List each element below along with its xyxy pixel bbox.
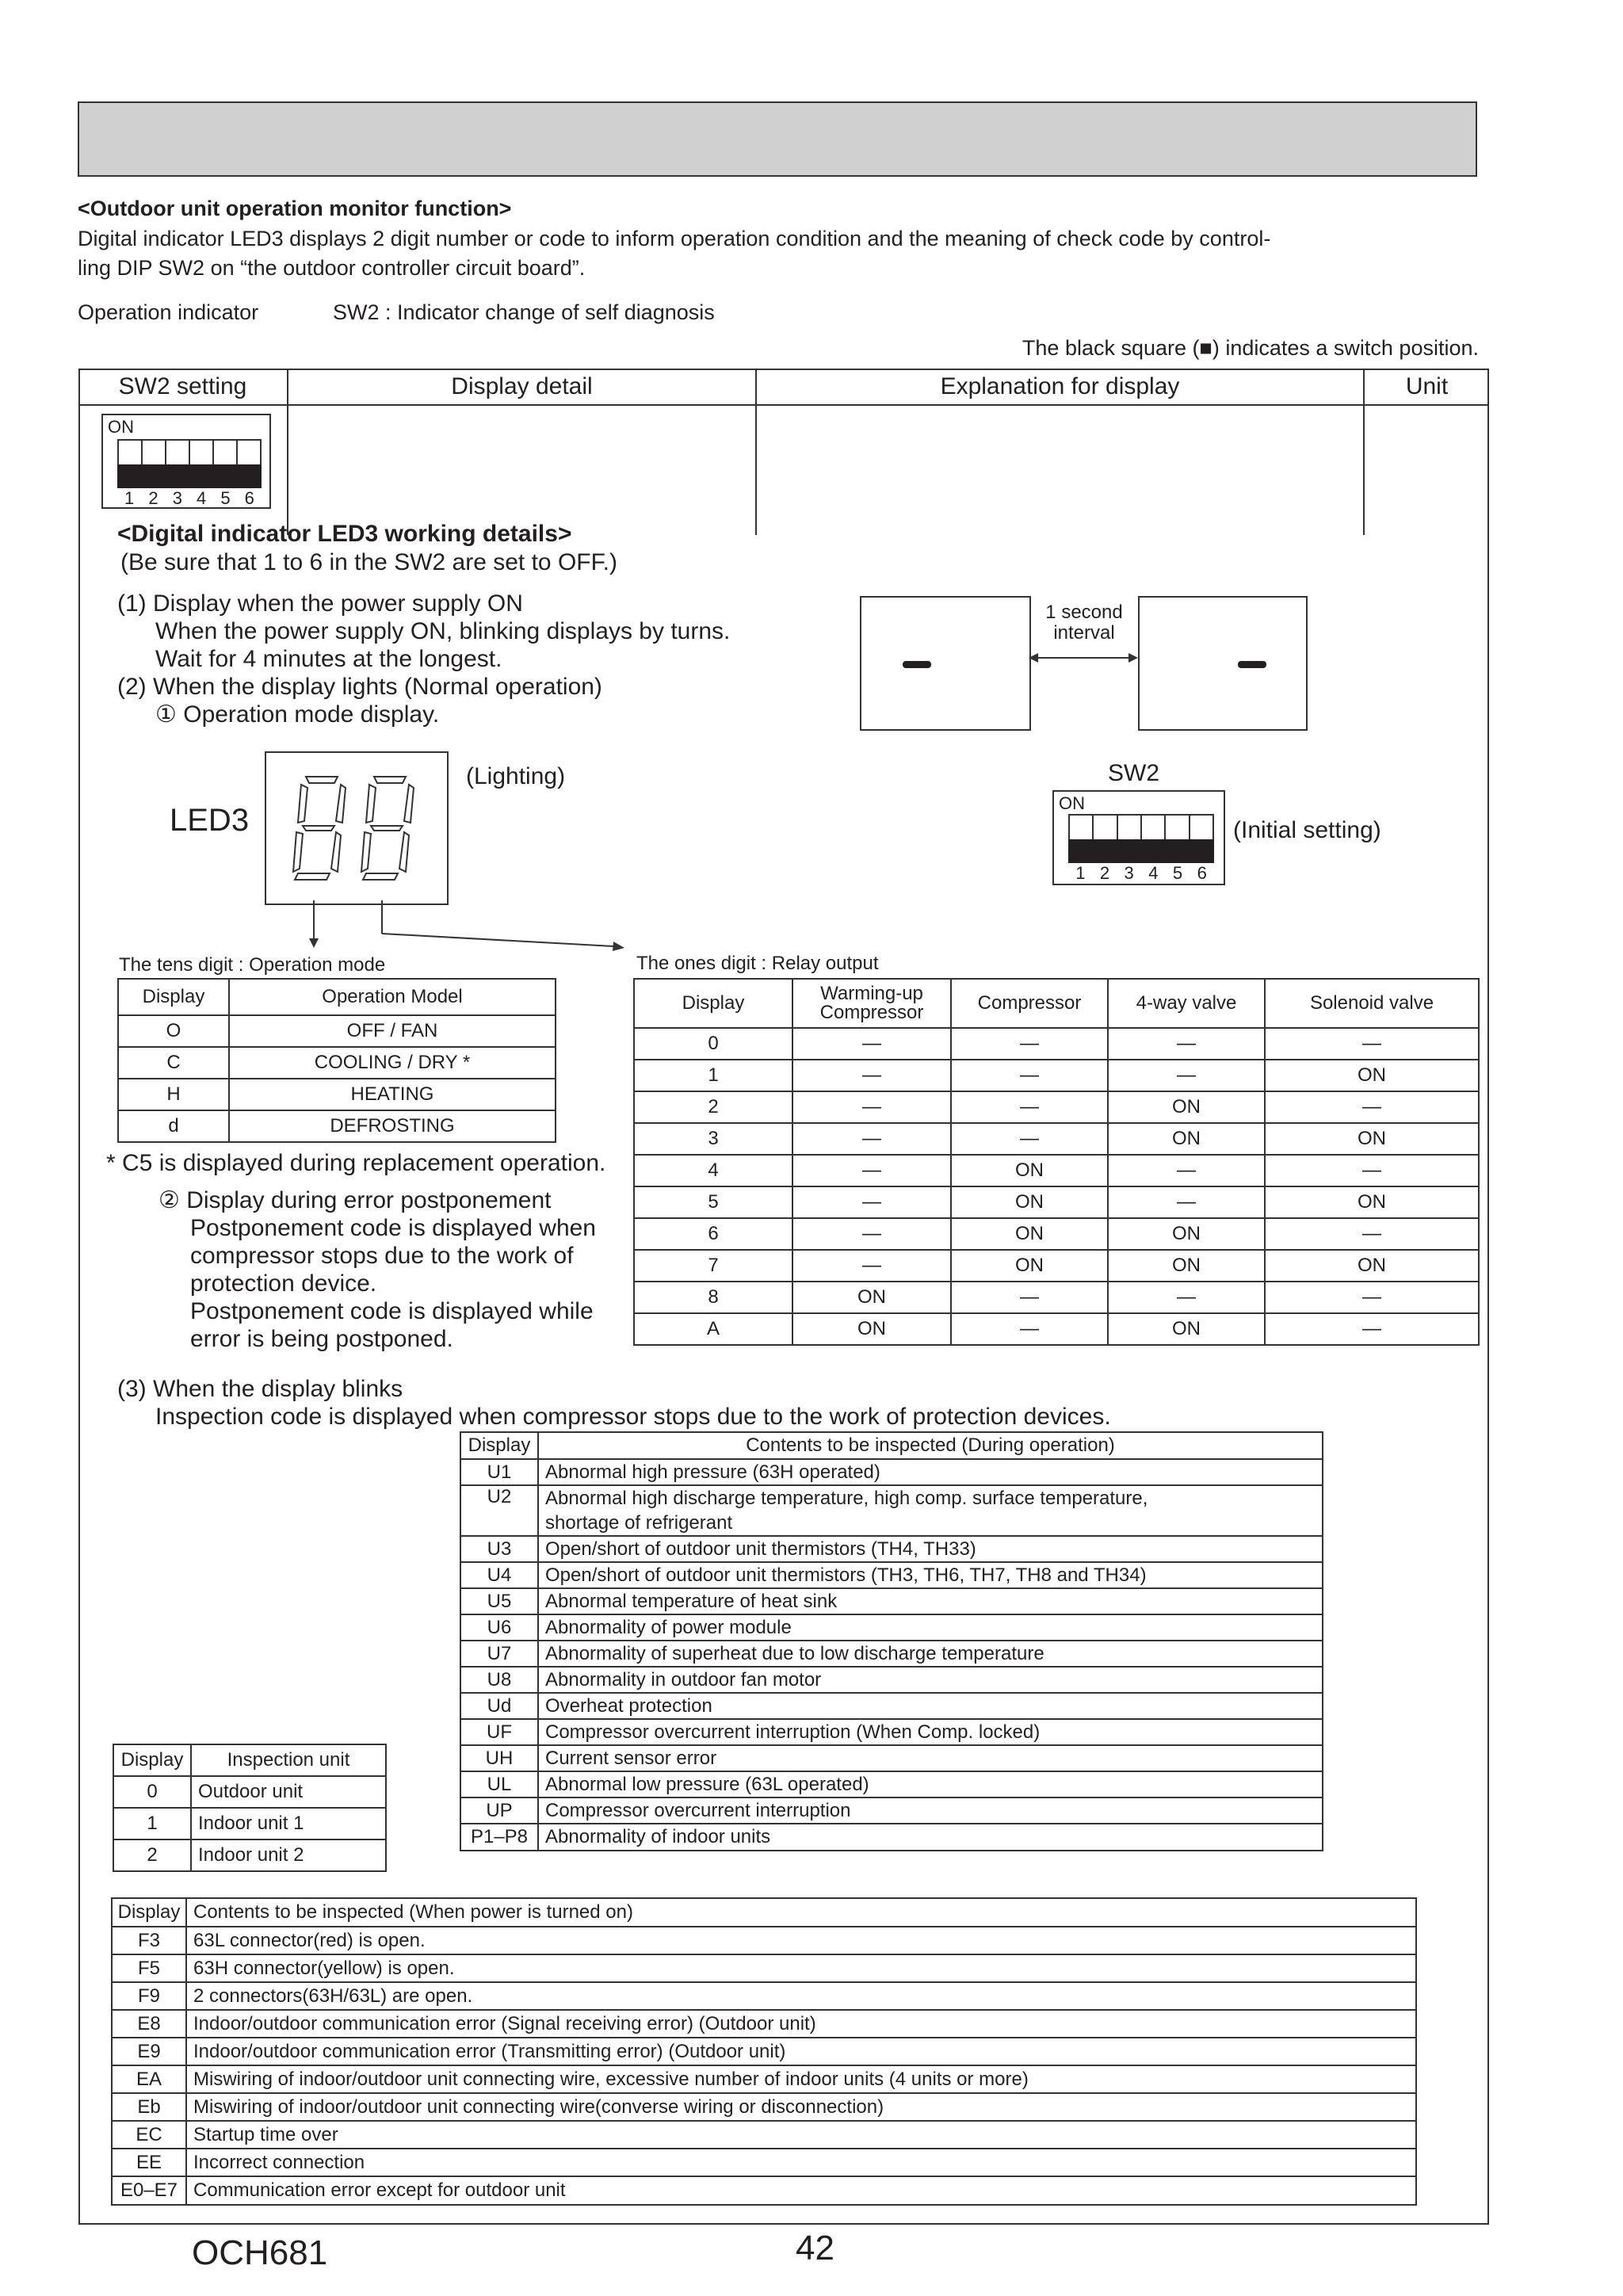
header-sw2-setting: SW2 setting xyxy=(118,373,247,399)
dip-number: 2 xyxy=(1099,863,1110,883)
table-cell: 6 xyxy=(634,1218,792,1250)
main-header-divider xyxy=(78,404,1489,406)
table-row xyxy=(460,1771,1323,1797)
dash-segment xyxy=(1238,661,1266,668)
table-cell: — xyxy=(792,1091,951,1123)
table-cell: Indoor/outdoor communication error (Transmitting error) (Outdoor unit) xyxy=(186,2038,1416,2065)
seven-segment-digits xyxy=(266,753,447,904)
table-row xyxy=(460,1719,1323,1745)
table-cell: UH xyxy=(460,1745,538,1771)
table-cell: COOLING / DRY * xyxy=(229,1047,556,1079)
interval-label xyxy=(1029,602,1140,644)
table-cell: — xyxy=(1265,1218,1479,1250)
table-cell: ON xyxy=(951,1218,1108,1250)
table-cell: Abnormal high discharge temperature, high comp. surface temperature, xyxy=(538,1485,1323,1511)
interval-line-1: 1 second xyxy=(1045,602,1123,623)
column-header: 4-way valve xyxy=(1108,979,1265,1028)
table-cell: Open/short of outdoor unit thermistors (TH4, TH33) xyxy=(538,1536,1323,1562)
table-cell: Compressor overcurrent interruption xyxy=(538,1797,1323,1824)
column-header: Inspection unit xyxy=(191,1744,386,1776)
table-row xyxy=(460,1511,1323,1536)
table-cell: — xyxy=(1265,1282,1479,1313)
dip-number: 1 xyxy=(1075,863,1086,883)
table-cell: 4 xyxy=(634,1155,792,1186)
postpone-line-2: compressor stops due to the work of xyxy=(190,1243,574,1269)
table-cell: EE xyxy=(112,2149,186,2176)
table-cell: EC xyxy=(112,2121,186,2149)
table-row xyxy=(460,1588,1323,1614)
column-header: Display xyxy=(634,979,792,1028)
table-cell: — xyxy=(1265,1028,1479,1060)
table-cell: — xyxy=(1108,1155,1265,1186)
table-row xyxy=(634,1028,1479,1060)
s1-line-2: Wait for 4 minutes at the longest. xyxy=(155,646,502,672)
table-cell: — xyxy=(792,1186,951,1218)
ones-table-caption: The ones digit : Relay output xyxy=(636,953,879,974)
table-cell: — xyxy=(792,1155,951,1186)
dash-segment xyxy=(903,661,931,668)
table-cell: — xyxy=(951,1123,1108,1155)
column-header: Solenoid valve xyxy=(1265,979,1479,1028)
table-header-row xyxy=(460,1432,1323,1459)
table-row xyxy=(634,1250,1479,1282)
table-header-row xyxy=(112,1898,1416,1927)
table-cell: 3 xyxy=(634,1123,792,1155)
table-cell: ON xyxy=(1108,1250,1265,1282)
table-row xyxy=(460,1641,1323,1667)
dip-number: 5 xyxy=(1172,863,1183,883)
table-cell: DEFROSTING xyxy=(229,1110,556,1142)
table-cell: E0–E7 xyxy=(112,2176,186,2205)
table-row xyxy=(634,1091,1479,1123)
table-cell: E8 xyxy=(112,2010,186,2038)
column-header: Display xyxy=(460,1432,538,1459)
sw2-initial-dip xyxy=(1052,790,1225,885)
table-cell: 2 xyxy=(113,1839,191,1871)
table-cell: Communication error except for outdoor unit xyxy=(186,2176,1416,2205)
table-cell: Abnormal low pressure (63L operated) xyxy=(538,1771,1323,1797)
table-row xyxy=(634,1218,1479,1250)
table-cell: shortage of refrigerant xyxy=(538,1511,1323,1536)
table-cell: — xyxy=(1108,1186,1265,1218)
table-cell: Abnormal temperature of heat sink xyxy=(538,1588,1323,1614)
table-row xyxy=(113,1839,386,1871)
table-cell: — xyxy=(792,1218,951,1250)
table-cell: Indoor/outdoor communication error (Signal receiving error) (Outdoor unit) xyxy=(186,2010,1416,2038)
table-cell: 7 xyxy=(634,1250,792,1282)
table-row xyxy=(460,1797,1323,1824)
table-row xyxy=(460,1614,1323,1641)
column-header: Display xyxy=(118,979,229,1015)
table-cell: 0 xyxy=(113,1776,191,1808)
table-cell: OFF / FAN xyxy=(229,1015,556,1047)
page-number: 42 xyxy=(796,2229,834,2267)
table-row xyxy=(634,1282,1479,1313)
table-cell: 8 xyxy=(634,1282,792,1313)
initial-setting-label: (Initial setting) xyxy=(1233,817,1381,843)
blinks-title: (3) When the display blinks xyxy=(117,1376,403,1402)
table-cell: — xyxy=(1265,1313,1479,1345)
tens-digit-table xyxy=(117,978,556,1143)
table-row xyxy=(460,1459,1323,1485)
table-row xyxy=(112,2093,1416,2121)
table-row xyxy=(112,2149,1416,2176)
table-cell: — xyxy=(1265,1091,1479,1123)
table-cell: U2 xyxy=(460,1485,538,1536)
lighting-label: (Lighting) xyxy=(466,763,566,789)
dip-number: 6 xyxy=(1197,863,1207,883)
tens-table-caption: The tens digit : Operation mode xyxy=(119,954,386,976)
table-cell: Outdoor unit xyxy=(191,1776,386,1808)
table-cell: — xyxy=(1108,1282,1265,1313)
dip-on-label: ON xyxy=(1059,793,1085,813)
sw2-label: SW2 xyxy=(1108,760,1160,786)
table-cell: Miswiring of indoor/outdoor unit connecting wire(converse wiring or disconnection) xyxy=(186,2093,1416,2121)
dip-off-positions xyxy=(117,464,262,488)
table-cell: Abnormality of indoor units xyxy=(538,1824,1323,1851)
table-cell: — xyxy=(792,1250,951,1282)
table-header-row xyxy=(634,979,1479,1028)
dip-off-positions xyxy=(1068,839,1214,863)
table-row xyxy=(460,1562,1323,1588)
table-row xyxy=(113,1776,386,1808)
postpone-line-1: Postponement code is displayed when xyxy=(190,1215,596,1241)
table-cell: Overheat protection xyxy=(538,1693,1323,1719)
s2-item-1: ① Operation mode display. xyxy=(155,701,440,728)
table-cell: — xyxy=(792,1123,951,1155)
table-cell: C xyxy=(118,1047,229,1079)
table-cell: 5 xyxy=(634,1186,792,1218)
table-cell: — xyxy=(951,1028,1108,1060)
table-cell: — xyxy=(792,1028,951,1060)
table-row xyxy=(460,1536,1323,1562)
table-cell: Indoor unit 1 xyxy=(191,1808,386,1839)
table-row xyxy=(112,2065,1416,2093)
table-row xyxy=(460,1824,1323,1851)
postpone-title: ② Display during error postponement xyxy=(158,1187,552,1213)
dip-number: 5 xyxy=(220,488,231,508)
dip-on-label: ON xyxy=(108,417,134,437)
ones-digit-table xyxy=(633,978,1480,1346)
sw2-dip-switch xyxy=(101,414,271,509)
table-row xyxy=(118,1079,556,1110)
table-row xyxy=(112,1954,1416,1982)
table-cell: ON xyxy=(951,1155,1108,1186)
table-cell: Abnormality of power module xyxy=(538,1614,1323,1641)
postpone-line-3: protection device. xyxy=(190,1270,377,1297)
table-cell: ON xyxy=(792,1282,951,1313)
table-cell: 2 xyxy=(634,1091,792,1123)
table-cell: ON xyxy=(1108,1123,1265,1155)
table-cell: F3 xyxy=(112,1927,186,1954)
table-cell: HEATING xyxy=(229,1079,556,1110)
blinks-line-1: Inspection code is displayed when compressor stops due to the work of protection devices. xyxy=(155,1404,1111,1430)
table-row xyxy=(634,1123,1479,1155)
dip-number: 3 xyxy=(1124,863,1134,883)
column-header: Operation Model xyxy=(229,979,556,1015)
table-row xyxy=(460,1693,1323,1719)
tens-footnote: * C5 is displayed during replacement operation. xyxy=(106,1150,606,1176)
table-cell: Current sensor error xyxy=(538,1745,1323,1771)
dip-number: 3 xyxy=(172,488,182,508)
operation-indicator-label: Operation indicator xyxy=(78,300,259,324)
table-cell: U7 xyxy=(460,1641,538,1667)
table-cell: F5 xyxy=(112,1954,186,1982)
table-cell: ON xyxy=(792,1313,951,1345)
table-row xyxy=(112,2121,1416,2149)
table-row xyxy=(113,1808,386,1839)
blink-display-right xyxy=(1138,596,1308,731)
led3-title: <Digital indicator LED3 working details> xyxy=(117,521,572,547)
header-explanation: Explanation for display xyxy=(940,373,1180,399)
table-cell: Incorrect connection xyxy=(186,2149,1416,2176)
dip-number: 2 xyxy=(148,488,158,508)
dip-number: 4 xyxy=(197,488,207,508)
header-unit: Unit xyxy=(1405,373,1449,399)
table-cell: UF xyxy=(460,1719,538,1745)
interval-line-2: interval xyxy=(1053,622,1115,644)
table-cell: U1 xyxy=(460,1459,538,1485)
table-cell: U8 xyxy=(460,1667,538,1693)
table-cell: Compressor overcurrent interruption (When Comp. locked) xyxy=(538,1719,1323,1745)
table-cell: — xyxy=(1108,1028,1265,1060)
table-header-row xyxy=(113,1744,386,1776)
postpone-line-4: Postponement code is displayed while xyxy=(190,1298,594,1324)
table-cell: 63H connector(yellow) is open. xyxy=(186,1954,1416,1982)
dip-number: 1 xyxy=(124,488,135,508)
table-cell: ON xyxy=(1108,1091,1265,1123)
table-cell: U4 xyxy=(460,1562,538,1588)
table-row xyxy=(634,1186,1479,1218)
dip-number: 4 xyxy=(1148,863,1159,883)
table-cell: Indoor unit 2 xyxy=(191,1839,386,1871)
table-cell: 0 xyxy=(634,1028,792,1060)
table-cell: Abnormality of superheat due to low discharge temperature xyxy=(538,1641,1323,1667)
table-row xyxy=(112,1927,1416,1954)
table-cell: Abnormal high pressure (63H operated) xyxy=(538,1459,1323,1485)
section-heading: <Outdoor unit operation monitor function> xyxy=(78,197,512,220)
column-header: Compressor xyxy=(951,979,1108,1028)
intro-line-1: Digital indicator LED3 displays 2 digit number or code to inform operation condition and the meaning of check code by control- xyxy=(78,227,1271,250)
table-header-row xyxy=(118,979,556,1015)
table-row xyxy=(460,1485,1323,1511)
table-row xyxy=(118,1110,556,1142)
operation-indicator-desc: SW2 : Indicator change of self diagnosis xyxy=(333,300,715,324)
table-cell: ON xyxy=(1108,1313,1265,1345)
table-cell: — xyxy=(951,1091,1108,1123)
table-cell: Ud xyxy=(460,1693,538,1719)
table-cell: U3 xyxy=(460,1536,538,1562)
led3-label: LED3 xyxy=(170,803,250,838)
table-cell: P1–P8 xyxy=(460,1824,538,1851)
s1-line-1: When the power supply ON, blinking displays by turns. xyxy=(155,618,731,644)
table-row xyxy=(634,1313,1479,1345)
model-number: OCH681 xyxy=(192,2233,328,2272)
table-row xyxy=(112,2176,1416,2205)
table-cell: A xyxy=(634,1313,792,1345)
table-row xyxy=(112,2038,1416,2065)
column-header: Display xyxy=(112,1898,186,1927)
table-cell: — xyxy=(951,1060,1108,1091)
s1-title: (1) Display when the power supply ON xyxy=(117,590,523,617)
table-row xyxy=(118,1015,556,1047)
column-header: Warming-up Compressor xyxy=(792,979,951,1028)
table-cell: — xyxy=(792,1060,951,1091)
table-cell: — xyxy=(1265,1155,1479,1186)
table-cell: d xyxy=(118,1110,229,1142)
table-cell: Open/short of outdoor unit thermistors (TH3, TH6, TH7, TH8 and TH34) xyxy=(538,1562,1323,1588)
table-cell: EA xyxy=(112,2065,186,2093)
header-display-detail: Display detail xyxy=(451,373,593,399)
table-cell: UP xyxy=(460,1797,538,1824)
blink-display-left xyxy=(860,596,1031,731)
table-cell: ON xyxy=(1108,1218,1265,1250)
table-cell: F9 xyxy=(112,1982,186,2010)
header-bar xyxy=(78,101,1477,177)
power-on-inspection-table xyxy=(111,1897,1417,2206)
dip-number: 6 xyxy=(244,488,254,508)
table-cell: ON xyxy=(1265,1123,1479,1155)
table-cell: 2 connectors(63H/63L) are open. xyxy=(186,1982,1416,2010)
table-cell: U5 xyxy=(460,1588,538,1614)
table-row xyxy=(112,1982,1416,2010)
table-cell: ON xyxy=(951,1250,1108,1282)
table-cell: E9 xyxy=(112,2038,186,2065)
table-cell: UL xyxy=(460,1771,538,1797)
s2-title: (2) When the display lights (Normal operation) xyxy=(117,674,602,700)
led3-subtitle: (Be sure that 1 to 6 in the SW2 are set to OFF.) xyxy=(120,549,617,575)
led3-display xyxy=(265,751,449,905)
table-cell: Abnormality in outdoor fan motor xyxy=(538,1667,1323,1693)
table-cell: ON xyxy=(951,1186,1108,1218)
table-cell: ON xyxy=(1265,1186,1479,1218)
table-cell: ON xyxy=(1265,1250,1479,1282)
table-cell: Miswiring of indoor/outdoor unit connecting wire, excessive number of indoor units (4 units or more) xyxy=(186,2065,1416,2093)
table-cell: 1 xyxy=(634,1060,792,1091)
table-cell: H xyxy=(118,1079,229,1110)
table-row xyxy=(634,1060,1479,1091)
column-header: Display xyxy=(113,1744,191,1776)
table-cell: — xyxy=(951,1282,1108,1313)
table-cell: Startup time over xyxy=(186,2121,1416,2149)
table-cell: 63L connector(red) is open. xyxy=(186,1927,1416,1954)
table-cell: U6 xyxy=(460,1614,538,1641)
table-cell: 1 xyxy=(113,1808,191,1839)
column-header: Contents to be inspected (When power is turned on) xyxy=(186,1898,1416,1927)
table-cell: ON xyxy=(1265,1060,1479,1091)
table-row xyxy=(112,2010,1416,2038)
table-cell: Eb xyxy=(112,2093,186,2121)
table-row xyxy=(634,1155,1479,1186)
table-cell: — xyxy=(1108,1060,1265,1091)
table-row xyxy=(460,1667,1323,1693)
inspection-unit-table xyxy=(113,1744,387,1872)
postpone-line-5: error is being postponed. xyxy=(190,1326,453,1352)
interval-arrow xyxy=(1029,650,1138,666)
intro-line-2: ling DIP SW2 on “the outdoor controller circuit board”. xyxy=(78,256,586,280)
table-cell: O xyxy=(118,1015,229,1047)
switch-position-note: The black square (■) indicates a switch position. xyxy=(1022,336,1479,360)
table-row xyxy=(460,1745,1323,1771)
table-cell: — xyxy=(951,1313,1108,1345)
digit-pointer-arrows xyxy=(293,900,626,953)
table-row xyxy=(118,1047,556,1079)
operation-inspection-table xyxy=(460,1431,1323,1851)
column-header: Contents to be inspected (During operation) xyxy=(538,1432,1323,1459)
